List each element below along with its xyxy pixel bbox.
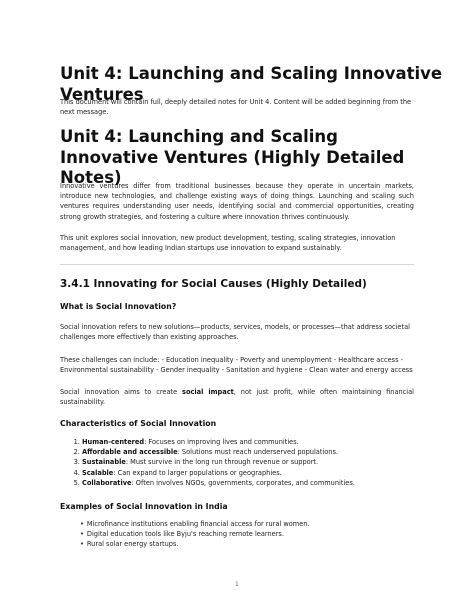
impact-paragraph [60, 387, 414, 407]
section-divider [60, 264, 414, 265]
list-item [82, 478, 422, 488]
list-item-desc: : Can expand to larger populations or geographies. [113, 468, 282, 477]
overview-paragraph: Innovative ventures differ from traditional businesses because they operate in uncertain markets, introduce new technologies, and challenge existing ways of doing things. Launching and scaling such ventures requires understanding user needs, identifying social and commercial opportunities, creating strong growth strategies, and fostering a culture where innovation thrives continuously. [60, 182, 414, 221]
list-item [82, 447, 422, 457]
list-item-desc: : Focuses on improving lives and communities. [144, 438, 299, 446]
list-item-desc: : Solutions must reach underserved populations. [177, 448, 338, 457]
section-heading: 3.4.1 Innovating for Social Causes (Highly Detailed) [60, 278, 367, 290]
challenges-paragraph: These challenges can include: - Education inequality - Poverty and unemployment - Healthcare access - Environmental sustainability - Gender inequality - Sanitation and hygiene - Clean water and energy access [60, 356, 413, 375]
subheading-what-is: What is Social Innovation? [60, 302, 177, 311]
notes-title: Unit 4: Launching and Scaling Innovative Ventures (Highly Detailed Notes) [60, 127, 405, 188]
subheading-examples: Examples of Social Innovation in India [60, 502, 228, 511]
list-item [82, 457, 422, 467]
list-item: • Digital education tools like Byju's reaching remote learners. [80, 529, 420, 539]
impact-text-after: , not just profit, while often maintaining financial sustainability. [60, 388, 415, 407]
intro-paragraph: This document will contain full, deeply detailed notes for Unit 4. Content will be added beginning from the next message. [60, 98, 412, 117]
subheading-characteristics: Characteristics of Social Innovation [60, 419, 217, 428]
page-number: 1 [234, 580, 240, 588]
list-item-term: Affordable and accessible [82, 448, 178, 457]
definition-paragraph: Social innovation refers to new solutions—products, services, models, or processes—that address societal challenges more effectively than existing approaches. [60, 323, 410, 342]
list-item: • Rural solar energy startups. [80, 539, 420, 549]
impact-emphasis: social impact [182, 388, 234, 396]
impact-text-before: Social innovation aims to create [60, 388, 183, 396]
list-item [82, 437, 422, 447]
document-title: Unit 4: Launching and Scaling Innovative Ventures [60, 64, 443, 104]
list-item-desc: : Must survive in the long run through revenue or support. [125, 458, 319, 467]
examples-list [60, 519, 420, 550]
scope-paragraph: This unit explores social innovation, new product development, testing, scaling strategies, innovation management, and how leading Indian startups use innovation to expand sustainably. [60, 234, 396, 253]
list-item-term: Human-centered [82, 438, 145, 446]
list-item-term: Scalable [82, 468, 114, 477]
list-item-term: Collaborative [82, 478, 132, 487]
list-item: • Microfinance institutions enabling financial access for rural women. [80, 519, 420, 529]
list-item-term: Sustainable [82, 458, 126, 467]
list-item [82, 468, 422, 478]
characteristics-list [60, 437, 422, 488]
list-item-desc: : Often involves NGOs, governments, corporates, and communities. [131, 478, 355, 487]
